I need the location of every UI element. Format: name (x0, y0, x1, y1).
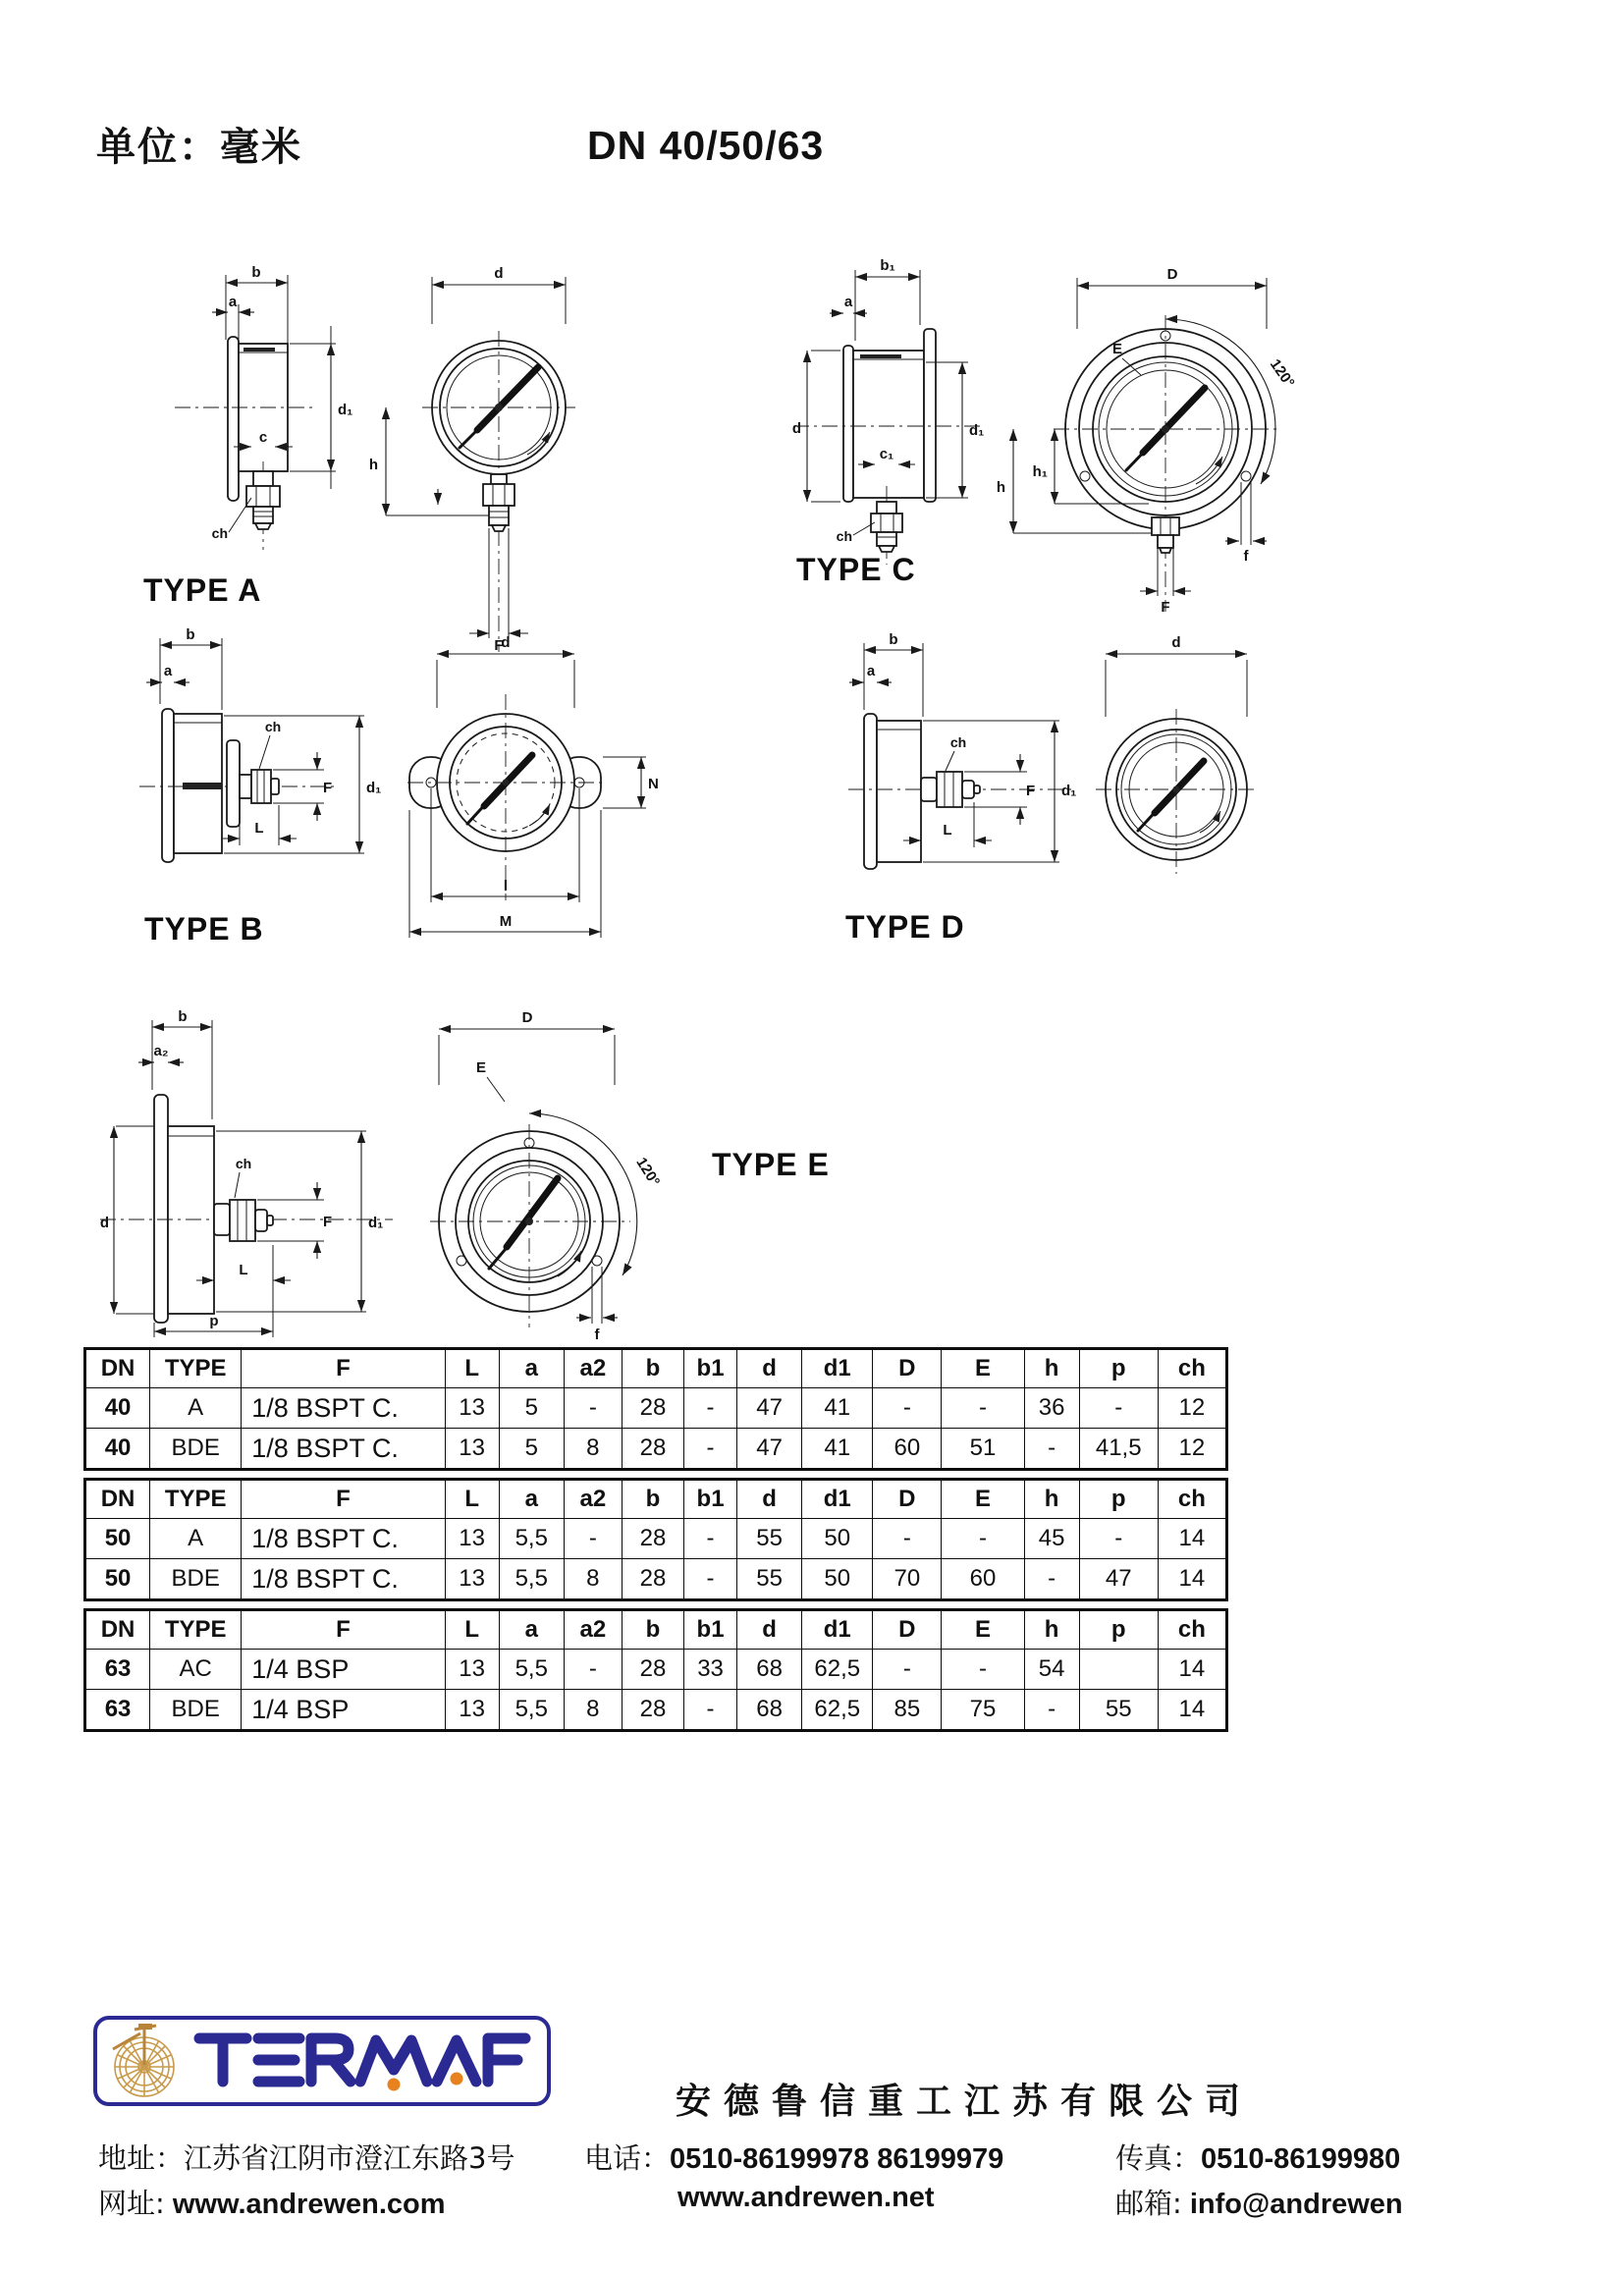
col-header: L (445, 1480, 499, 1519)
header-row (85, 1349, 1227, 1388)
cell: - (684, 1429, 737, 1470)
cell: 55 (1079, 1690, 1158, 1731)
fax-label: 传真： (1115, 2141, 1202, 2175)
cell: 13 (445, 1519, 499, 1559)
cell: 41,5 (1079, 1429, 1158, 1470)
col-header: D (873, 1480, 942, 1519)
type-c-front-view (997, 266, 1298, 616)
cell: - (1024, 1429, 1079, 1470)
cell: 36 (1024, 1388, 1079, 1429)
cell: 5,5 (499, 1519, 564, 1559)
cell: - (942, 1388, 1024, 1429)
type-b-drawing (128, 626, 677, 957)
type-a-caption: TYPE A (143, 572, 262, 608)
dim-label-f: f (1243, 548, 1249, 565)
col-header: p (1079, 1610, 1158, 1650)
cell: 55 (737, 1559, 802, 1600)
cell: - (1024, 1559, 1079, 1600)
cell: 14 (1158, 1690, 1226, 1731)
dimension-table-dn40 (83, 1347, 1228, 1471)
cell: 50 (802, 1559, 873, 1600)
cell: 13 (445, 1690, 499, 1731)
cell: 5 (499, 1388, 564, 1429)
cell: 5,5 (499, 1650, 564, 1690)
col-header: TYPE (150, 1349, 242, 1388)
phone-value: 0510-86199978 86199979 (670, 2143, 1004, 2175)
table-row (85, 1650, 1227, 1690)
web-block-2 (677, 2182, 935, 2214)
col-header: a2 (564, 1610, 622, 1650)
dim-label-a: a (866, 663, 876, 679)
cell: 40 (85, 1388, 150, 1429)
email-label: 邮箱: (1115, 2187, 1182, 2220)
termaf-logo-icon (101, 2022, 543, 2098)
address-label: 地址： (98, 2141, 185, 2175)
dim-label-d1: d₁ (969, 422, 985, 439)
cell: - (564, 1519, 622, 1559)
cell: 13 (445, 1559, 499, 1600)
dim-label-b: b (178, 1008, 188, 1025)
col-header: d (737, 1480, 802, 1519)
col-header: F (242, 1480, 445, 1519)
col-header: a (499, 1610, 564, 1650)
cell: - (684, 1388, 737, 1429)
cell: - (873, 1388, 942, 1429)
cell: 62,5 (802, 1690, 873, 1731)
cell: 85 (873, 1690, 942, 1731)
dim-label-a: a (163, 663, 173, 679)
cell: 60 (942, 1559, 1024, 1600)
cell: 33 (684, 1650, 737, 1690)
cell: 40 (85, 1429, 150, 1470)
cell: BDE (150, 1429, 242, 1470)
dim-label-c1: c₁ (879, 446, 894, 462)
type-c-side-view (792, 257, 985, 565)
dim-label-d: d (501, 634, 511, 651)
dim-label-d1: d₁ (338, 402, 353, 418)
dim-label-d: d (99, 1215, 109, 1231)
phone-block (584, 2137, 1003, 2177)
dim-label-ch: ch (836, 528, 852, 544)
cell: 1/8 BSPT C. (242, 1559, 445, 1600)
dim-label-d: d (791, 420, 801, 437)
table-row (85, 1519, 1227, 1559)
cell: AC (150, 1650, 242, 1690)
cell: 63 (85, 1650, 150, 1690)
dim-label-a: a (228, 294, 238, 310)
dim-label-L: L (239, 1262, 248, 1278)
col-header: a2 (564, 1349, 622, 1388)
cell: - (684, 1690, 737, 1731)
cell: 41 (802, 1429, 873, 1470)
col-header: ch (1158, 1610, 1226, 1650)
cell: BDE (150, 1690, 242, 1731)
web-url-1[interactable]: www.andrewen.com (172, 2189, 446, 2220)
cell: 12 (1158, 1388, 1226, 1429)
col-header: d (737, 1610, 802, 1650)
gauge-needle (477, 367, 538, 430)
dim-label-h: h (368, 457, 378, 473)
dimension-table-dn50 (83, 1478, 1228, 1601)
dim-label-a: a (843, 294, 853, 310)
dim-label-d: d (494, 265, 504, 282)
col-header: b (622, 1349, 683, 1388)
dim-label-F: F (1026, 783, 1036, 799)
contact-line-1 (98, 2137, 514, 2177)
cell: 54 (1024, 1650, 1079, 1690)
cell: A (150, 1519, 242, 1559)
col-header: DN (85, 1480, 150, 1519)
col-header: d (737, 1349, 802, 1388)
cell: 68 (737, 1650, 802, 1690)
col-header: a2 (564, 1480, 622, 1519)
type-e-caption: TYPE E (712, 1147, 830, 1182)
type-d-front-view (1096, 634, 1257, 874)
dim-label-l: l (503, 878, 509, 894)
cell: 5,5 (499, 1559, 564, 1600)
header-row (85, 1610, 1227, 1650)
logo-orange-dot (388, 2079, 401, 2091)
termaf-letters (199, 2038, 525, 2082)
cell: 28 (622, 1690, 683, 1731)
header-row (85, 1480, 1227, 1519)
cell: 12 (1158, 1429, 1226, 1470)
col-header: D (873, 1349, 942, 1388)
cell: 1/8 BSPT C. (242, 1388, 445, 1429)
type-b-caption: TYPE B (144, 911, 264, 947)
col-header: ch (1158, 1349, 1226, 1388)
dim-label-a2: a₂ (153, 1043, 169, 1059)
cell: 60 (873, 1429, 942, 1470)
col-header: E (942, 1610, 1024, 1650)
cell: - (684, 1519, 737, 1559)
cell: 63 (85, 1690, 150, 1731)
cell: - (564, 1650, 622, 1690)
cell: 14 (1158, 1519, 1226, 1559)
cell: 45 (1024, 1519, 1079, 1559)
col-header: p (1079, 1480, 1158, 1519)
logo-orange-dot (451, 2073, 463, 2085)
cell: 62,5 (802, 1650, 873, 1690)
dim-label-p: p (209, 1313, 219, 1329)
col-header: h (1024, 1610, 1079, 1650)
dim-label-angle: 120° (632, 1154, 664, 1190)
col-header: ch (1158, 1480, 1226, 1519)
cell: 41 (802, 1388, 873, 1429)
cell: - (873, 1650, 942, 1690)
dimension-table-dn63 (83, 1608, 1228, 1732)
email-block (1115, 2182, 1403, 2222)
col-header: D (873, 1610, 942, 1650)
col-header: p (1079, 1349, 1158, 1388)
type-d-caption: TYPE D (845, 909, 965, 945)
type-a-front-view (369, 265, 575, 654)
col-header: b1 (684, 1610, 737, 1650)
dim-label-d1: d₁ (366, 780, 382, 796)
type-b-front-view (407, 634, 659, 938)
cell: 70 (873, 1559, 942, 1600)
col-header: F (242, 1610, 445, 1650)
address-value: 江苏省江阴市澄江东路3号 (184, 2141, 515, 2175)
dim-label-F: F (1161, 599, 1170, 616)
dim-label-M: M (499, 913, 513, 930)
dim-label-E: E (1111, 341, 1123, 357)
type-c-caption: TYPE C (796, 552, 916, 587)
cell: 51 (942, 1429, 1024, 1470)
col-header: F (242, 1349, 445, 1388)
wheel-icon (113, 2024, 174, 2096)
dim-label-ch: ch (264, 719, 282, 734)
dim-label-h: h (996, 479, 1005, 496)
dim-label-d1: d₁ (1061, 783, 1077, 799)
dim-label-N: N (648, 776, 659, 792)
dim-label-b1: b₁ (880, 257, 895, 274)
table-row (85, 1690, 1227, 1731)
table-row (85, 1429, 1227, 1470)
table-row (85, 1388, 1227, 1429)
cell: - (564, 1388, 622, 1429)
unit-label: 单位：毫米 (96, 124, 302, 170)
type-e-front-view (430, 1009, 663, 1343)
cell: 28 (622, 1650, 683, 1690)
cell: 1/8 BSPT C. (242, 1519, 445, 1559)
web-block (98, 2182, 446, 2222)
dim-label-c: c (258, 429, 268, 446)
cell: 28 (622, 1519, 683, 1559)
dim-label-b: b (889, 631, 898, 648)
cell: 14 (1158, 1559, 1226, 1600)
col-header: E (942, 1480, 1024, 1519)
type-a-side-view (175, 264, 352, 550)
col-header: h (1024, 1349, 1079, 1388)
col-header: d1 (802, 1349, 873, 1388)
dim-label-F: F (323, 1214, 333, 1230)
dim-label-ch: ch (211, 525, 228, 541)
cell: - (1079, 1519, 1158, 1559)
web-url-2[interactable]: www.andrewen.net (677, 2182, 935, 2213)
type-b-side-view (139, 626, 381, 862)
cell: 28 (622, 1388, 683, 1429)
col-header: L (445, 1349, 499, 1388)
col-header: b (622, 1480, 683, 1519)
cell: 1/4 BSP (242, 1690, 445, 1731)
cell (1079, 1650, 1158, 1690)
dim-label-ch: ch (949, 734, 967, 750)
dim-label-f: f (594, 1326, 600, 1343)
col-header: DN (85, 1610, 150, 1650)
email-value[interactable]: info@andrewen (1189, 2189, 1403, 2220)
cell: 55 (737, 1519, 802, 1559)
dim-label-h1: h₁ (1032, 463, 1048, 480)
col-header: TYPE (150, 1480, 242, 1519)
dimension-tables (83, 1347, 1232, 1739)
dim-label-F: F (494, 637, 504, 654)
dim-label-L: L (254, 820, 264, 837)
cell: 28 (622, 1559, 683, 1600)
page-title: DN 40/50/63 (587, 123, 825, 168)
cell: 50 (85, 1559, 150, 1600)
dim-label-d: d (1171, 634, 1181, 651)
dim-label-b: b (186, 626, 195, 643)
cell: 47 (737, 1429, 802, 1470)
gauge-needle (1155, 761, 1204, 813)
cell: - (1024, 1690, 1079, 1731)
dim-label-b: b (251, 264, 261, 281)
dim-label-angle: 120° (1266, 355, 1298, 392)
cell: 8 (564, 1690, 622, 1731)
table-row (85, 1559, 1227, 1600)
cell: 50 (85, 1519, 150, 1559)
col-header: E (942, 1349, 1024, 1388)
cell: 28 (622, 1429, 683, 1470)
cell: - (942, 1519, 1024, 1559)
cell: 13 (445, 1429, 499, 1470)
cell: 8 (564, 1559, 622, 1600)
dim-label-ch: ch (235, 1156, 252, 1171)
col-header: DN (85, 1349, 150, 1388)
cell: A (150, 1388, 242, 1429)
cell: 8 (564, 1429, 622, 1470)
type-e-side-view (100, 1008, 393, 1337)
cell: BDE (150, 1559, 242, 1600)
col-header: b1 (684, 1480, 737, 1519)
col-header: L (445, 1610, 499, 1650)
dim-label-L: L (943, 822, 952, 839)
cell: - (942, 1650, 1024, 1690)
col-header: d1 (802, 1610, 873, 1650)
fax-value: 0510-86199980 (1201, 2143, 1401, 2175)
col-header: h (1024, 1480, 1079, 1519)
cell: 1/4 BSP (242, 1650, 445, 1690)
col-header: a (499, 1349, 564, 1388)
fax-block (1115, 2137, 1400, 2177)
phone-label: 电话： (584, 2141, 671, 2175)
cell: 1/8 BSPT C. (242, 1429, 445, 1470)
cell: 5 (499, 1429, 564, 1470)
col-header: b1 (684, 1349, 737, 1388)
cell: - (873, 1519, 942, 1559)
dim-label-d1: d₁ (368, 1215, 384, 1231)
cell: 5,5 (499, 1690, 564, 1731)
dim-label-D: D (1166, 266, 1178, 283)
cell: 75 (942, 1690, 1024, 1731)
col-header: d1 (802, 1480, 873, 1519)
company-logo (93, 2016, 551, 2106)
cell: 13 (445, 1388, 499, 1429)
col-header: TYPE (150, 1610, 242, 1650)
cell: 14 (1158, 1650, 1226, 1690)
web-label: 网址: (98, 2187, 165, 2220)
dim-label-F: F (323, 780, 333, 796)
col-header: b (622, 1610, 683, 1650)
cell: - (1079, 1388, 1158, 1429)
cell: 13 (445, 1650, 499, 1690)
dim-label-E: E (475, 1059, 487, 1076)
dim-label-D: D (521, 1009, 533, 1026)
col-header: a (499, 1480, 564, 1519)
type-d-side-view (848, 631, 1076, 869)
cell: 50 (802, 1519, 873, 1559)
cell: 47 (1079, 1559, 1158, 1600)
company-name: 安德鲁信重工江苏有限公司 (676, 2081, 1254, 2121)
cell: 68 (737, 1690, 802, 1731)
cell: 47 (737, 1388, 802, 1429)
cell: - (684, 1559, 737, 1600)
type-e-drawing (98, 982, 707, 1347)
